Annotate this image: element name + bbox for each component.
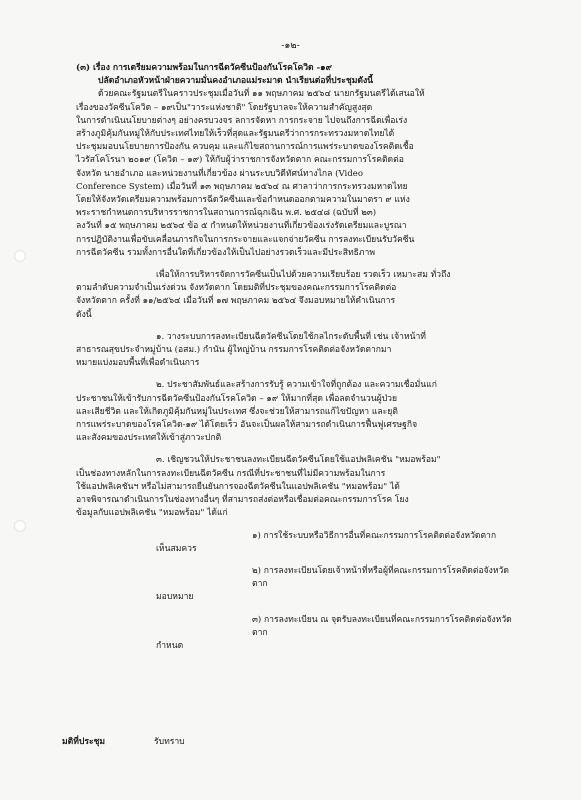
sub-item-2: ๒) การลงทะเบียนโดยเจ้าหน้าที่หรือผู้ที่คณะกรรมการโรคติดต่อจังหวัดตาก: [252, 565, 509, 590]
text-line: เพื่อให้การบริหารจัดการวัคซีนเป็นไปด้วยความเรียบร้อย รวดเร็ว เหมาะสม ทั่วถึง: [156, 270, 451, 281]
text-line: การปฏิบัติงานเพื่อขับเคลื่อนภารกิจในการกระจายและแจกจ่ายวัคซีน การลงทะเบียนรับวัคซีน: [76, 234, 415, 245]
list-item-2: [76, 379, 518, 445]
text-line: เรื่องของวัคซีนโควิด – ๑๙เป็น"วาระแห่งชาติ" โดยรัฐบาลจะให้ความสำคัญสูงสุด: [76, 102, 373, 113]
sub-list: [76, 530, 518, 654]
sub-item-2-cont: มอบหมาย: [156, 592, 194, 603]
text-line: โดยให้จังหวัดเตรียมความพร้อมการฉีดวัคซีนและข้อกำหนดออกตามความในมาตรา ๙ แห่ง: [76, 195, 410, 206]
text-line: ๒. ประชาสัมพันธ์และสร้างการรับรู้ ความเข้าใจที่ถูกต้อง และความเชื่อมั่นแก่: [156, 380, 437, 391]
punch-hole-bottom: [14, 520, 26, 532]
text-line: ตามลำดับความจำเป็นเร่งด่วน จังหวัดตาก โดยมติที่ประชุมของคณะกรรมการโรคติดต่อ: [76, 283, 397, 294]
text-line: ลงวันที่ ๑๕ พฤษภาคม ๒๕๖๔ ข้อ ๕ กำหนดให้หน่วยงานที่เกี่ยวข้องเร่งรัดเตรียมและบูรณา: [76, 221, 407, 232]
text-line: Conference System) เมื่อวันที่ ๑๓ พฤษภาคม ๒๕๖๔ ณ ศาลาว่าการกระทรวงมหาดไทย: [76, 181, 408, 192]
text-line: การฉีดวัคซีน รวมทั้งการอื่นใดที่เกี่ยวข้องให้เป็นไปอย่างรวดเร็วและมีประสิทธิภาพ: [76, 247, 376, 258]
text-line: ประชาชนให้เข้ารับการฉีดวัคซีนป้องกันโรคโควิด – ๑๙ ให้มากที่สุด เพื่อลดจำนวนผู้ป่วย: [76, 393, 398, 404]
text-line: ๑. วางระบบการลงทะเบียนฉีดวัคซีนโดยใช้กลไกระดับพื้นที่ เช่น เจ้าหน้าที่: [156, 331, 426, 342]
text-line: อาจพิจารณาดำเนินการในช่องทางอื่นๆ ที่สามารถส่งต่อหรือเชื่อมต่อคณะกรรมการโรค โยง: [76, 495, 409, 506]
text-line: และสังคมของประเทศให้เข้าสู่ภาวะปกติ: [76, 433, 222, 444]
resolution-label: มติที่ประชุม: [62, 737, 106, 747]
text-line: ในการดำเนินนโยบายต่างๆ อย่างครบวงจร ลการจัดหา การกระจาย ไปจนถึงการฉีดเพื่อเร่ง: [76, 115, 408, 126]
punch-hole-top: [14, 250, 26, 262]
text-line: เป็นช่องทางหลักในการลงทะเบียนฉีดวัคซีน กรณีที่ประชาชนที่ไม่มีความพร้อมในการ: [76, 468, 386, 479]
paragraph-background: [76, 88, 518, 260]
meeting-resolution: [62, 736, 522, 749]
text-line: ประชุมมอบนโยบายการป้องกัน ควบคุม และแก้ไขสถานการณ์การแพร่ระบาดของโรคติดเชื้อ: [76, 142, 414, 153]
text-line: ดังนี้: [76, 309, 92, 320]
sub-item-3-cont: กำหนด: [156, 640, 184, 651]
paragraph-assignment: [76, 269, 518, 322]
text-line: ใช้แอปพลิเคชันฯ หรือไม่สามารถยืนยันการจองฉีดวัคซีนในแอปพลิเคชัน "หมอพร้อม" ได้: [76, 481, 400, 492]
agenda-presenter: ปลัดอำเภอหัวหน้าฝ่ายความมั่นคงอำเภอแม่ระมาด นำเรียนต่อที่ประชุมดังนี้: [98, 76, 374, 87]
text-line: ไวรัสโคโรนา ๒๐๑๙ (โควิด – ๑๙) ให้กับผู้ว่าราชการจังหวัดตาก คณะกรรมการโรคติดต่อ: [76, 155, 404, 166]
document-body: [76, 62, 518, 653]
text-line: สาธารณสุขประจำหมู่บ้าน (อสม.) กำนัน ผู้ใหญ่บ้าน กรรมการโรคติดต่อจังหวัดตากมา: [76, 345, 392, 356]
text-line: จังหวัด นายอำเภอ และหน่วยงานที่เกี่ยวข้อง ผ่านระบบวิดีทัศน์ทางไกล (Video: [76, 168, 364, 179]
list-item-3: [76, 454, 518, 520]
text-line: หมายแบ่งมอบพื้นที่เพื่อดำเนินการ: [76, 358, 200, 369]
sub-item-1: ๑) การใช้ระบบหรือวิธีการอื่นที่คณะกรรมการโรคติดต่อจังหวัดตาก: [252, 530, 497, 541]
text-line: จังหวัดตาก ครั้งที่ ๑๑/๒๕๖๔ เมื่อวันที่ ๑๗ พฤษภาคม ๒๕๖๔ จึงมอบหมายให้ดำเนินการ: [76, 296, 396, 307]
text-line: และเสียชีวิต และให้เกิดภูมิคุ้มกันหมู่ในประเทศ ซึ่งจะช่วยให้สามารถแก้ไขปัญหา และยุติ: [76, 406, 398, 417]
text-line: ด้วยคณะรัฐมนตรีในคราวประชุมเมื่อวันที่ ๑๑ พฤษภาคม ๒๕๖๔ นายกรัฐมนตรีได้เสนอให้: [98, 89, 425, 100]
text-line: ข้อมูลกับแอปพลิเคชัน "หมอพร้อม" ได้แก่: [76, 508, 228, 519]
sub-item-1-cont: เห็นสมควร: [156, 543, 197, 554]
text-line: พระราชกำหนดการบริหารราชการในสถานการณ์ฉุกเฉิน พ.ศ. ๒๕๔๘ (ฉบับที่ ๒๓): [76, 208, 377, 219]
text-line: ๓. เชิญชวนให้ประชาชนลงทะเบียนฉีดวัคซีนโดยใช้แอปพลิเคชัน "หมอพร้อม": [156, 455, 441, 466]
resolution-value: รับทราบ: [154, 737, 185, 747]
text-line: การแพร่ระบาดของโรคโควิด-๑๙ ได้โดยเร็ว อันจะเป็นผลให้สามารถดำเนินการฟื้นฟูเศรษฐกิจ: [76, 420, 418, 431]
text-line: สร้างภูมิคุ้มกันหมู่ให้กับประเทศไทยให้เร็วที่สุดและรัฐมนตรีว่าการกระทรวงมหาดไทยได้: [76, 129, 395, 140]
sub-item-3: ๓) การลงทะเบียน ณ จุดรับลงทะเบียนที่คณะกรรมการโรคติดต่อจังหวัดตาก: [252, 614, 512, 638]
list-item-1: [76, 331, 518, 371]
agenda-title: (๓) เรื่อง การเตรียมความพร้อมในการฉีดวัคซีนป้องกันโรคโควิด -๑๙: [76, 63, 332, 73]
page-number: -๑๒-: [281, 40, 300, 51]
